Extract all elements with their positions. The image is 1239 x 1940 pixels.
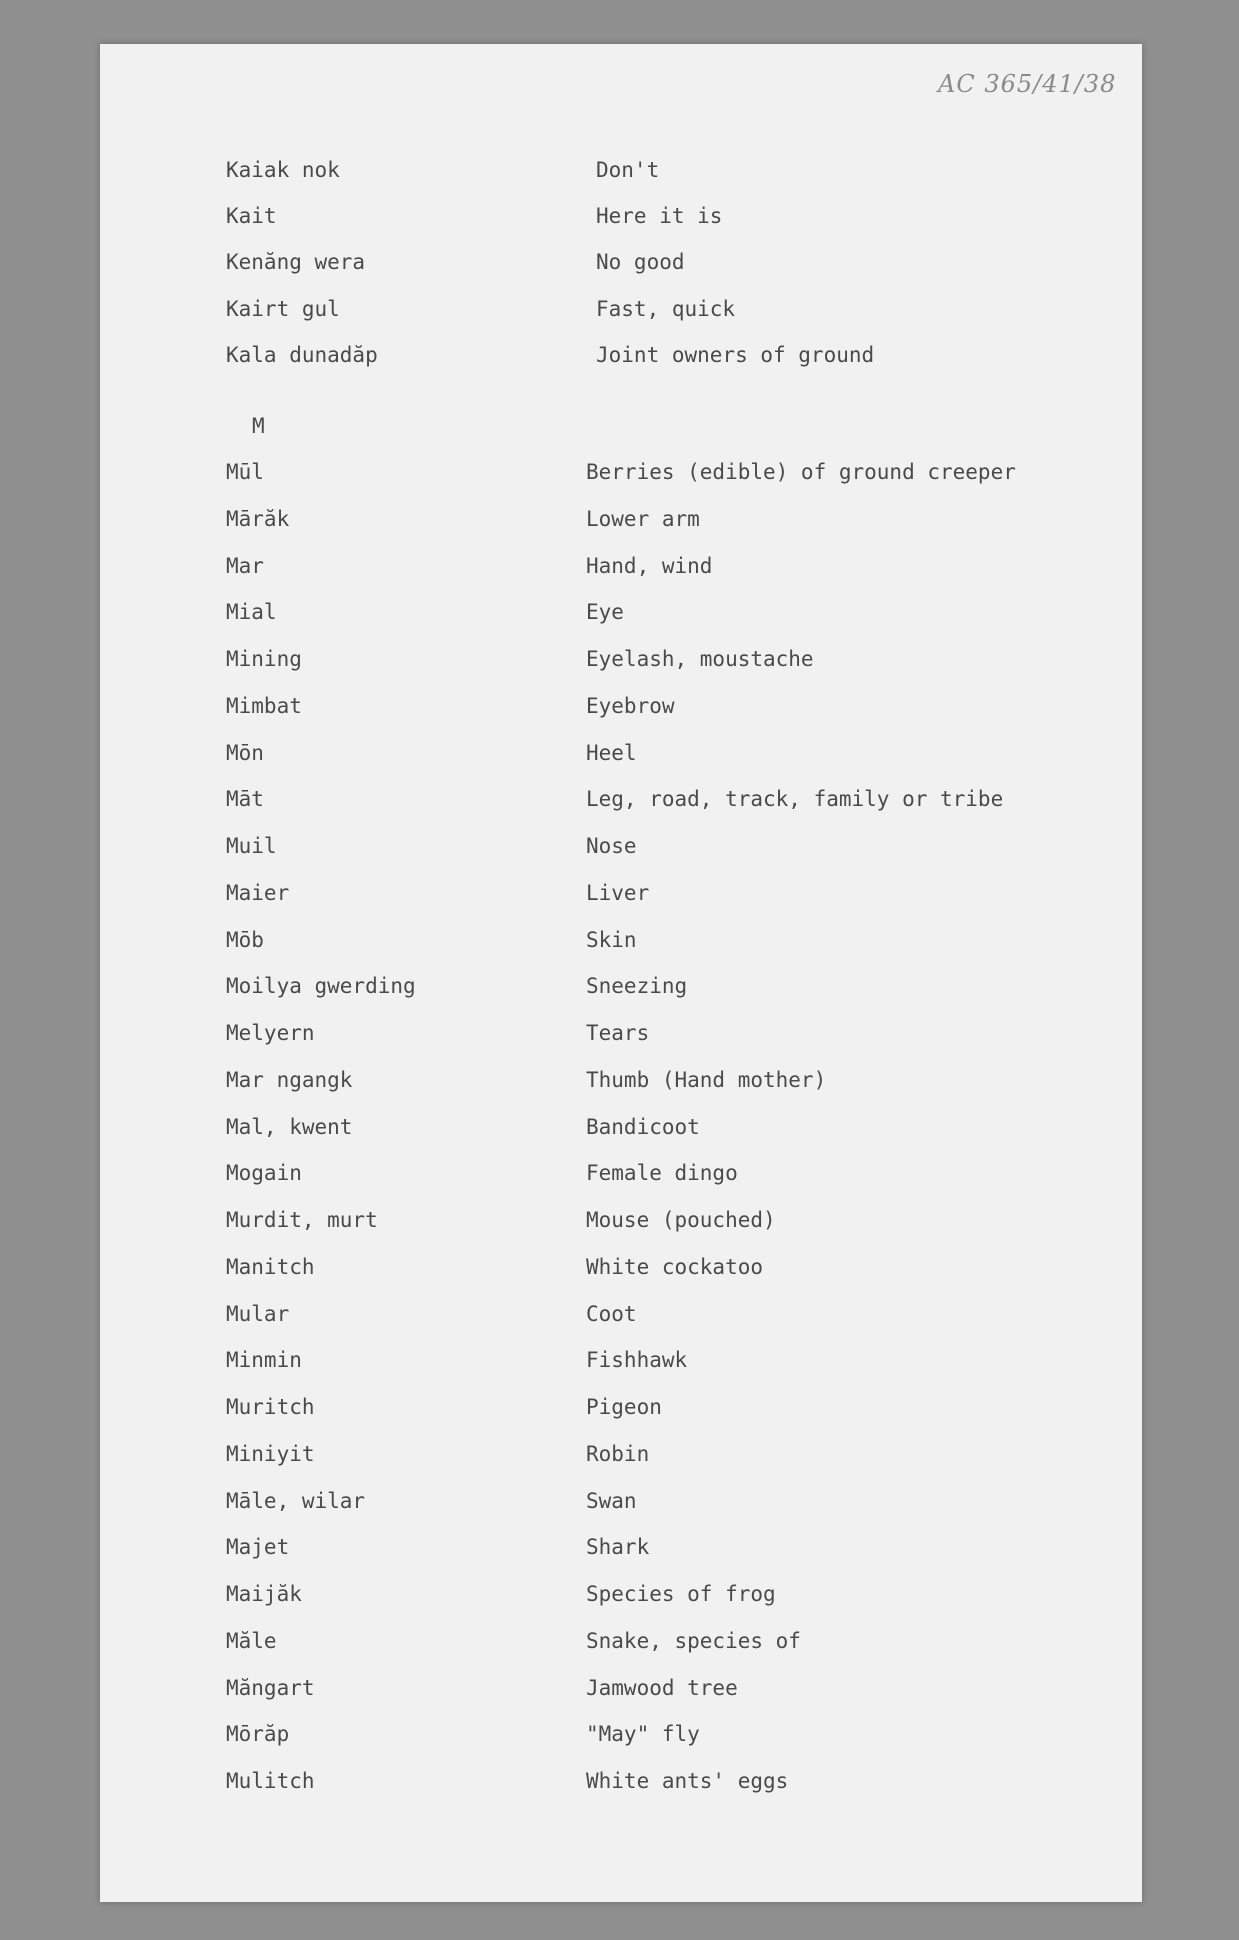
vocab-word: Manitch — [226, 1254, 315, 1279]
vocab-word: Kaiak nok — [226, 158, 340, 182]
vocab-row — [0, 1345, 1239, 1375]
section-letter: M — [252, 414, 265, 438]
vocab-gloss: Lower arm — [586, 506, 700, 531]
vocab-gloss: Female dingo — [586, 1161, 738, 1186]
vocab-row — [0, 1065, 1239, 1095]
vocab-row — [0, 294, 1239, 324]
vocab-row — [0, 597, 1239, 627]
archive-reference: AC 365/41/38 — [938, 70, 1117, 98]
vocab-gloss: Sneezing — [586, 974, 688, 999]
vocab-word: Miniyit — [226, 1441, 315, 1466]
vocab-word: Kenăng wera — [226, 250, 366, 275]
vocab-row — [0, 738, 1239, 768]
vocab-gloss: Here it is — [596, 204, 723, 229]
vocab-row — [0, 504, 1239, 534]
vocab-word: Mar — [226, 553, 264, 578]
vocab-row — [0, 1205, 1239, 1235]
vocab-word: Mimbat — [226, 693, 302, 718]
vocab-gloss: Jamwood tree — [586, 1675, 738, 1700]
vocab-row — [0, 1579, 1239, 1609]
vocab-word: Muil — [226, 834, 277, 858]
vocab-gloss: Snake, species of — [586, 1628, 801, 1653]
vocab-word: Māt — [226, 787, 264, 812]
vocab-row — [0, 1252, 1239, 1282]
vocab-row — [0, 155, 1239, 185]
vocab-row — [0, 925, 1239, 955]
vocab-row — [0, 831, 1239, 861]
vocab-gloss: Pigeon — [586, 1395, 662, 1419]
vocab-row — [0, 1439, 1239, 1469]
vocab-row — [0, 1532, 1239, 1562]
vocab-gloss: Robin — [586, 1441, 650, 1466]
vocab-word: Mūl — [226, 460, 264, 484]
vocab-word: Moilya gwerding — [226, 974, 416, 999]
vocab-row — [0, 1766, 1239, 1796]
vocab-word: Murdit, murt — [226, 1208, 378, 1232]
vocab-word: Mōn — [226, 740, 264, 765]
vocab-word: Kairt gul — [226, 296, 340, 321]
vocab-word: Mular — [226, 1301, 290, 1326]
vocab-gloss: Eyelash, moustache — [586, 647, 814, 671]
vocab-word: Muritch — [226, 1395, 315, 1419]
vocab-gloss: Bandicoot — [586, 1114, 700, 1139]
vocab-gloss: Coot — [586, 1301, 637, 1326]
vocab-row — [0, 551, 1239, 581]
vocab-word: Kait — [226, 204, 277, 229]
vocab-word: Mōrăp — [226, 1722, 290, 1747]
vocab-row — [0, 1112, 1239, 1142]
vocab-word: Maier — [226, 880, 290, 905]
vocab-word: Măle — [226, 1628, 277, 1653]
vocab-row — [0, 201, 1239, 231]
vocab-gloss: Tears — [586, 1021, 650, 1045]
vocab-gloss: No good — [596, 250, 685, 275]
vocab-word: Mial — [226, 600, 277, 625]
vocab-gloss: Fishhawk — [586, 1348, 688, 1373]
vocab-row — [0, 247, 1239, 277]
vocab-word: Mulitch — [226, 1769, 315, 1793]
vocab-gloss: White ants' eggs — [586, 1769, 789, 1793]
vocab-word: Maijăk — [226, 1582, 302, 1606]
vocab-gloss: Swan — [586, 1488, 637, 1513]
vocab-word: Kala dunadăp — [226, 342, 378, 367]
vocab-word: Mining — [226, 647, 302, 671]
vocab-word: Mārăk — [226, 506, 290, 531]
vocab-row — [0, 340, 1239, 370]
vocab-gloss: Shark — [586, 1535, 650, 1560]
vocab-row — [0, 971, 1239, 1001]
vocab-gloss: Joint owners of ground — [596, 342, 875, 367]
vocab-row — [0, 1719, 1239, 1749]
vocab-gloss: Skin — [586, 927, 637, 952]
vocab-gloss: Berries (edible) of ground creeper — [586, 460, 1016, 484]
vocab-word: Melyern — [226, 1021, 315, 1045]
vocab-gloss: Thumb (Hand mother) — [586, 1067, 827, 1092]
vocab-gloss: "May" fly — [586, 1722, 700, 1747]
vocab-row — [0, 1158, 1239, 1188]
vocab-gloss: Heel — [586, 740, 637, 765]
vocab-gloss: White cockatoo — [586, 1254, 764, 1279]
vocab-word: Mar ngangk — [226, 1067, 353, 1092]
vocab-row — [0, 1392, 1239, 1422]
vocab-gloss: Hand, wind — [586, 553, 713, 578]
vocab-word: Māle, wilar — [226, 1488, 366, 1513]
vocab-word: Măngart — [226, 1675, 315, 1700]
vocab-gloss: Leg, road, track, family or tribe — [586, 787, 1004, 812]
vocab-gloss: Fast, quick — [596, 296, 736, 321]
vocab-row — [0, 1673, 1239, 1703]
vocab-gloss: Nose — [586, 834, 637, 858]
vocab-word: Majet — [226, 1535, 290, 1560]
vocab-row — [0, 1299, 1239, 1329]
vocab-row — [0, 784, 1239, 814]
vocab-row — [0, 1486, 1239, 1516]
vocab-word: Mōb — [226, 927, 264, 952]
vocab-word: Minmin — [226, 1348, 302, 1373]
vocab-row — [0, 691, 1239, 721]
vocab-gloss: Don't — [596, 158, 660, 182]
vocab-gloss: Mouse (pouched) — [586, 1208, 776, 1232]
vocab-row — [0, 457, 1239, 487]
vocab-row — [0, 644, 1239, 674]
vocab-gloss: Liver — [586, 880, 650, 905]
vocab-word: Mal, kwent — [226, 1114, 353, 1139]
vocab-row — [0, 1018, 1239, 1048]
vocab-gloss: Eyebrow — [586, 693, 675, 718]
vocab-row — [0, 1626, 1239, 1656]
vocab-gloss: Species of frog — [586, 1582, 776, 1606]
vocab-row — [0, 878, 1239, 908]
vocab-gloss: Eye — [586, 600, 624, 625]
vocab-word: Mogain — [226, 1161, 302, 1186]
